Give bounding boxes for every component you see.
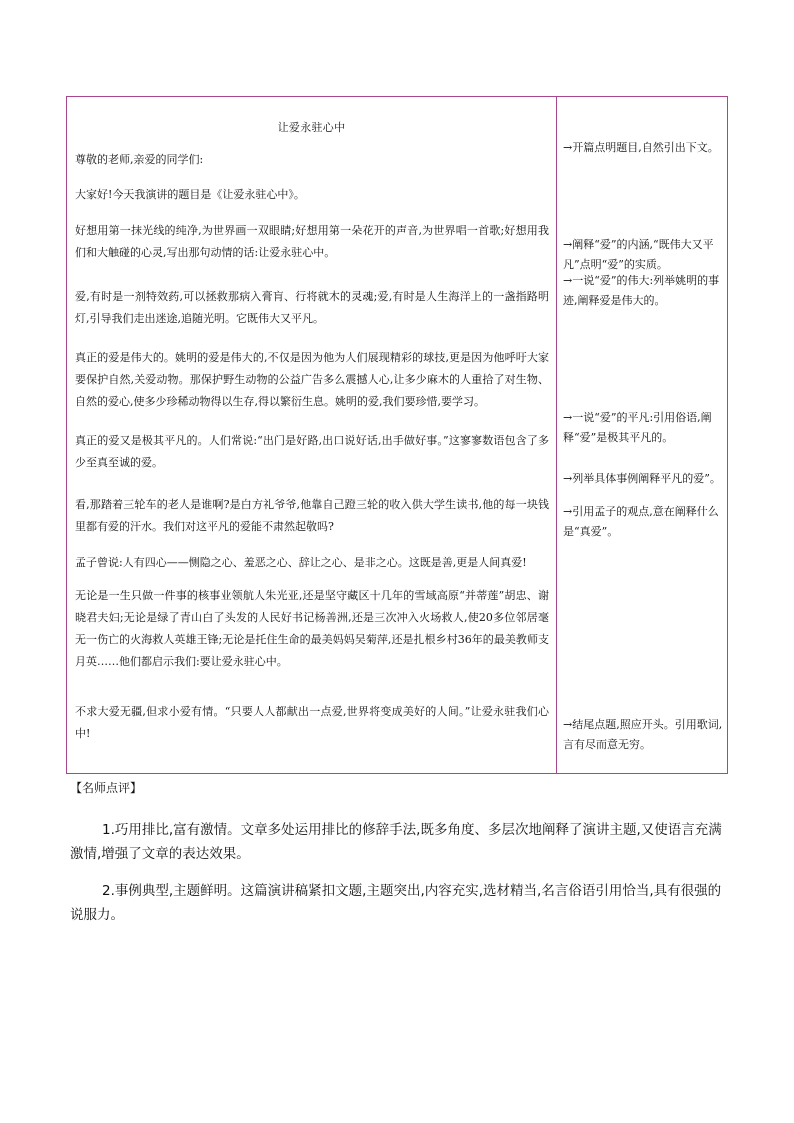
column-divider [556,97,557,773]
review-heading: 【名师点评】 [70,781,143,795]
essay-paragraph-10: 不求大爱无疆,但求小爱有情。“只要人人都献出一点爱,世界将变成美好的人间。”让爱永驻我们心中! [75,705,549,740]
essay-paragraph-9: 无论是一生只做一件事的核事业领航人朱光亚,还是坚守藏区十几年的雪域高原“并蒂莲”胡忠、谢晓君夫妇;无论是绿了青山白了头发的人民好书记杨善洲,还是三次冲入火场救人,使20多位邻居毫无一伤亡的火海救人英雄王锋;无论是托住生命的最美妈妈吴菊萍,还是扎根乡村36年的最美教师支月英……他们都启示我们:要让爱永驻心中。 [75,589,549,668]
essay-title: 让爱永驻心中 [277,121,346,134]
essay-paragraph-6: 真正的爱又是极其平凡的。人们常说:“出门是好路,出口说好话,出手做好事。”这寥寥数语包含了多少至真至诚的爱。 [75,434,549,469]
review-paragraph-1: 1.巧用排比,富有激情。文章多处运用排比的修辞手法,既多角度、多层次地阐释了演讲主题,又使语言充满激情,增强了文章的表达效果。 [70,822,722,862]
essay-paragraph-4: 爱,有时是一剂特效药,可以拯救那病入膏肓、行将就木的灵魂;爱,有时是人生海洋上的一盏指路明灯,引导我们走出迷途,追随光明。它既伟大又平凡。 [75,290,549,325]
essay-table [66,96,728,774]
essay-paragraph-intro: 大家好!今天我演讲的题目是《让爱永驻心中》。 [75,188,305,201]
margin-note-6: →引用孟子的观点,意在阐释什么是“真爱”。 [563,505,719,538]
essay-paragraph-8: 孟子曾说:人有四心——恻隐之心、羞恶之心、辞让之心、是非之心。这既是善,更是人间真爱! [75,556,527,569]
essay-paragraph-greeting: 尊敬的老师,亲爱的同学们: [75,153,204,166]
margin-note-1: →开篇点明题目,自然引出下文。 [563,141,719,154]
essay-paragraph-7: 看,那踏着三轮车的老人是谁啊?是白方礼爷爷,他靠自己蹬三轮的收入供大学生读书,他的每一块钱里都有爱的汗水。我们对这平凡的爱能不肃然起敬吗? [75,498,549,533]
margin-note-3: →一说“爱”的伟大:列举姚明的事迹,阐释爱是伟大的。 [563,274,720,307]
essay-paragraph-5: 真正的爱是伟大的。姚明的爱是伟大的,不仅是因为他为人们展现精彩的球技,更是因为他呼吁大家要保护自然,关爱动物。那保护野生动物的公益广告多么震撼人心,让多少麻木的人重拾了对生物、自然的爱心,使多少珍稀动物得以生存,得以繁衍生息。姚明的爱,我们要珍惜,要学习。 [75,351,549,408]
margin-note-7: →结尾点题,照应开头。引用歌词,言有尽而意无穷。 [563,718,723,751]
margin-note-5: →列举具体事例阐释平凡的爱”。 [563,472,721,485]
margin-note-2: →阐释“爱”的内涵,“既伟大又平凡”点明“爱”的实质。 [563,238,714,271]
margin-note-4: →一说“爱”的平凡:引用俗语,阐释“爱”是极其平凡的。 [563,411,712,444]
essay-paragraph-3: 好想用第一抹光线的纯净,为世界画一双眼睛;好想用第一朵花开的声音,为世界唱一首歌;好想用我们和大触碰的心灵,写出那句动情的话:让爱永驻心中。 [75,224,549,259]
review-paragraph-2: 2.事例典型,主题鲜明。这篇演讲稿紧扣文题,主题突出,内容充实,选材精当,名言俗语引用恰当,具有很强的说服力。 [70,883,722,923]
